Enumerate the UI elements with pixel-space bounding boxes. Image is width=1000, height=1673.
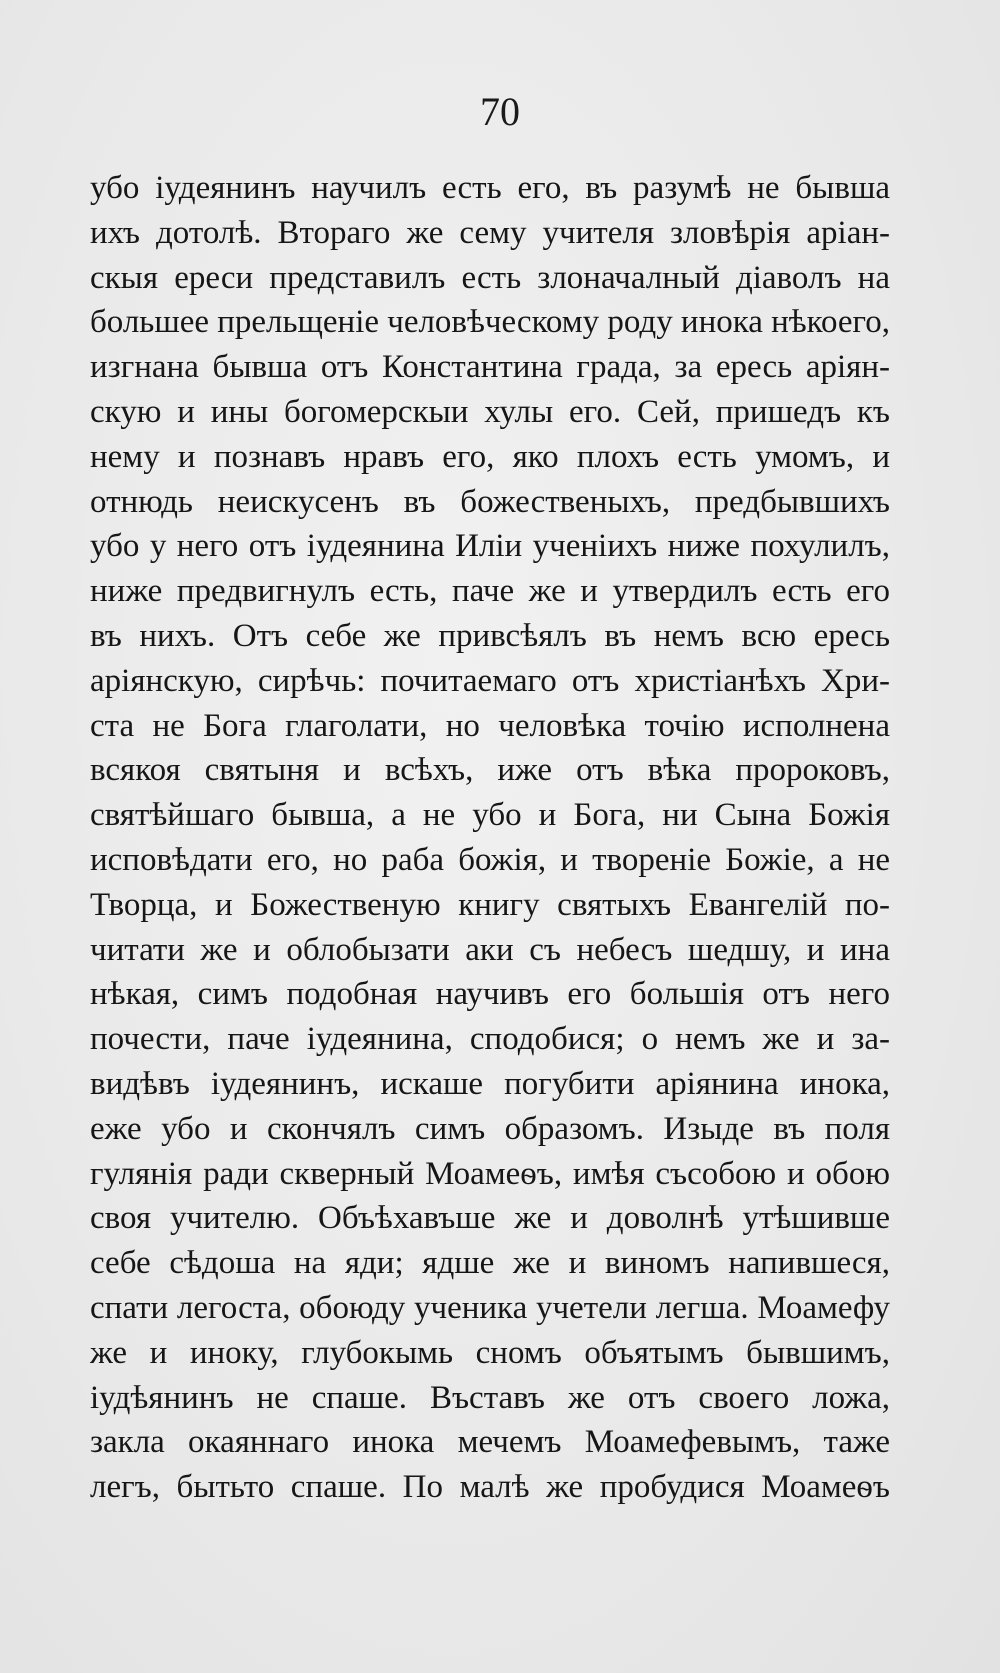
- text-line: же и иноку, глубокымь сномъ объятымъ бывшимъ,: [90, 1334, 890, 1371]
- text-line: нѣкая, симъ подобная научивъ его большія отъ него: [90, 976, 890, 1013]
- text-line: легъ, бытьто спаше. По малѣ же пробудися Моамеѳъ: [90, 1469, 890, 1506]
- text-line: отнюдь неискусенъ въ божественыхъ, предбывшихъ: [90, 483, 890, 520]
- text-line: Творца, и Божественую книгу святыхъ Евангелій по-: [90, 886, 890, 923]
- text-line: ниже предвигнулъ есть, паче же и утвердилъ есть его: [90, 573, 890, 610]
- text-line: нему и познавъ нравъ его, яко плохъ есть умомъ, и: [90, 438, 890, 475]
- text-line: исповѣдати его, но раба божія, и твореніе Божіе, а не: [90, 841, 890, 878]
- text-line: скую и ины богомерскыи хулы его. Сей, пришедъ къ: [90, 393, 890, 430]
- text-line: скыя ереси представилъ есть злоначалный діаволъ на: [90, 259, 890, 296]
- text-line: спати легоста, обоюду ученика учетели легша. Моамефу: [90, 1289, 890, 1326]
- text-line: почести, паче іудеянина, сподобися; о немъ же и за-: [90, 1021, 890, 1058]
- text-line: убо іудеянинъ научилъ есть его, въ разумѣ не бывша: [90, 170, 890, 206]
- text-line: аріянскую, сирѣчь: почитаемаго отъ христіанѣхъ Хри-: [90, 662, 890, 699]
- text-line: ста не Бога глаголати, но человѣка точію исполнена: [90, 707, 890, 744]
- text-line: изгнана бывша отъ Константина града, за ересь аріян-: [90, 349, 890, 386]
- text-line: видѣвъ іудеянинъ, искаше погубити аріянина инока,: [90, 1065, 890, 1102]
- text-line: гулянія ради скверный Моамеѳъ, имѣя съсобою и обою: [90, 1155, 890, 1192]
- text-line: еже убо и скончялъ симъ образомъ. Изыде въ поля: [90, 1110, 890, 1147]
- text-line: святѣйшаго бывша, а не убо и Бога, ни Сына Божія: [90, 797, 890, 834]
- text-line: ихъ дотолѣ. Втораго же сему учителя зловѣрія аріан-: [90, 214, 890, 251]
- page-number: 70: [480, 89, 520, 134]
- text-line: себе сѣдоша на яди; ядше же и виномъ напившеся,: [90, 1245, 890, 1282]
- text-line: читати же и облобызати аки съ небесъ шедшу, и ина: [90, 931, 890, 968]
- body-text: [90, 166, 890, 1510]
- text-line: большее прельщеніе человѣческому роду инока нѣкоего,: [90, 304, 890, 341]
- text-line: убо у него отъ іудеянина Иліи ученіихъ ниже похулилъ,: [90, 528, 890, 565]
- text-line: въ нихъ. Отъ себе же привсѣялъ въ немъ всю ересь: [90, 617, 890, 654]
- text-line: іудѣянинъ не спаше. Въставъ же отъ своего ложа,: [90, 1379, 890, 1416]
- text-line: своя учителю. Объѣхавъше же и доволнѣ утѣшивше: [90, 1200, 890, 1237]
- text-line: всякоя святыня и всѣхъ, иже отъ вѣка пророковъ,: [90, 752, 890, 789]
- text-line: закла окаяннаго инока мечемъ Моамефевымъ, таже: [90, 1424, 890, 1461]
